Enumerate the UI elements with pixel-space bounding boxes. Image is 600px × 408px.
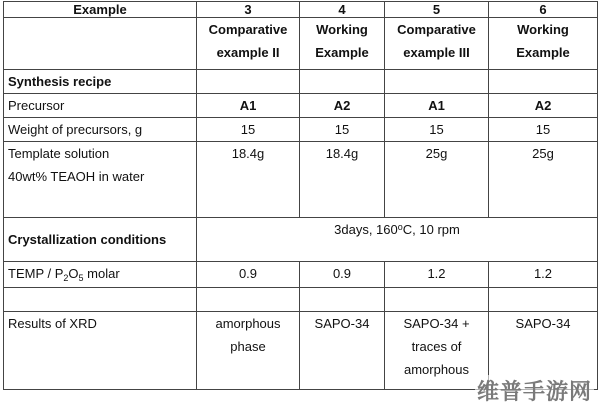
temp-label-pre: TEMP / P (8, 266, 64, 281)
temp-col-6: 1.2 (489, 262, 598, 288)
empty-cell (385, 70, 489, 94)
xrd-col-5 (385, 312, 489, 390)
empty-cell (385, 288, 489, 312)
temp-label-post: molar (83, 266, 120, 281)
conditions-pre: 3days, 160 (334, 222, 398, 237)
type-col-6-line1: Working (517, 22, 569, 37)
empty-cell (300, 288, 385, 312)
header-col-6: 6 (489, 2, 598, 18)
template-label (4, 142, 197, 218)
precursor-col-5: A1 (385, 94, 489, 118)
xrd-col-5-line1: SAPO-34 + (403, 316, 470, 331)
precursor-col-6: A2 (489, 94, 598, 118)
empty-cell (489, 70, 598, 94)
crystallization-conditions (197, 218, 598, 262)
weight-col-5: 15 (385, 118, 489, 142)
template-label-line1: Template solution (8, 146, 110, 161)
section-synthesis-row (4, 70, 598, 94)
type-col-4-line2: Example (315, 45, 369, 60)
watermark-logo: 维普手游网 (475, 375, 594, 406)
template-col-6: 25g (489, 142, 598, 218)
template-col-3: 18.4g (197, 142, 300, 218)
weight-label: Weight of precursors, g (4, 118, 197, 142)
xrd-col-5-line3: amorphous (403, 362, 470, 377)
weight-col-6: 15 (489, 118, 598, 142)
xrd-label: Results of XRD (4, 312, 197, 390)
type-col-6-line2: Example (516, 45, 570, 60)
xrd-col-6: SAPO-34 (489, 312, 598, 390)
conditions-post: C, 10 rpm (402, 222, 460, 237)
conditions-degree-sup: o (397, 222, 403, 232)
type-col-5-line1: Comparative (397, 22, 476, 37)
type-col-3-line2: example II (216, 45, 280, 60)
weight-row (4, 118, 598, 142)
header-col-5: 5 (385, 2, 489, 18)
empty-cell (197, 288, 300, 312)
header-example-label: Example (4, 2, 197, 18)
empty-cell (4, 18, 197, 70)
type-col-5-line2: example III (403, 45, 470, 60)
template-row (4, 142, 598, 218)
weight-col-3: 15 (197, 118, 300, 142)
temp-col-4: 0.9 (300, 262, 385, 288)
temp-col-5: 1.2 (385, 262, 489, 288)
results-table (3, 1, 598, 390)
type-col-4-line1: Working (316, 22, 368, 37)
precursor-row (4, 94, 598, 118)
precursor-col-4: A2 (300, 94, 385, 118)
header-col-3: 3 (197, 2, 300, 18)
type-col-4 (300, 18, 385, 70)
crystallization-title: Crystallization conditions (4, 218, 197, 262)
empty-cell (489, 288, 598, 312)
xrd-col-3-line2: phase (230, 339, 266, 354)
type-col-3-line1: Comparative (208, 22, 288, 37)
type-col-6 (489, 18, 598, 70)
header-col-4: 4 (300, 2, 385, 18)
empty-cell (197, 70, 300, 94)
xrd-col-4: SAPO-34 (300, 312, 385, 390)
precursor-label: Precursor (4, 94, 197, 118)
temp-label-sub1: 2 (63, 273, 69, 283)
weight-col-4: 15 (300, 118, 385, 142)
crystallization-row (4, 218, 598, 262)
template-col-5: 25g (385, 142, 489, 218)
temp-col-3: 0.9 (197, 262, 300, 288)
example-type-row (4, 18, 598, 70)
precursor-col-3: A1 (197, 94, 300, 118)
temp-ratio-row (4, 262, 598, 288)
temp-label-mid: O (68, 266, 79, 281)
template-col-4: 18.4g (300, 142, 385, 218)
header-row (4, 2, 598, 18)
empty-cell (4, 288, 197, 312)
template-label-line2: 40wt% TEAOH in water (8, 169, 145, 184)
xrd-col-3-line1: amorphous (215, 316, 281, 331)
type-col-3 (197, 18, 300, 70)
temp-ratio-label (4, 262, 197, 288)
temp-label-sub2: 5 (78, 273, 84, 283)
spacer-row (4, 288, 598, 312)
empty-cell (300, 70, 385, 94)
type-col-5 (385, 18, 489, 70)
xrd-col-3 (197, 312, 300, 390)
xrd-col-5-line2: traces of (411, 339, 462, 354)
section-synthesis-title: Synthesis recipe (4, 70, 197, 94)
